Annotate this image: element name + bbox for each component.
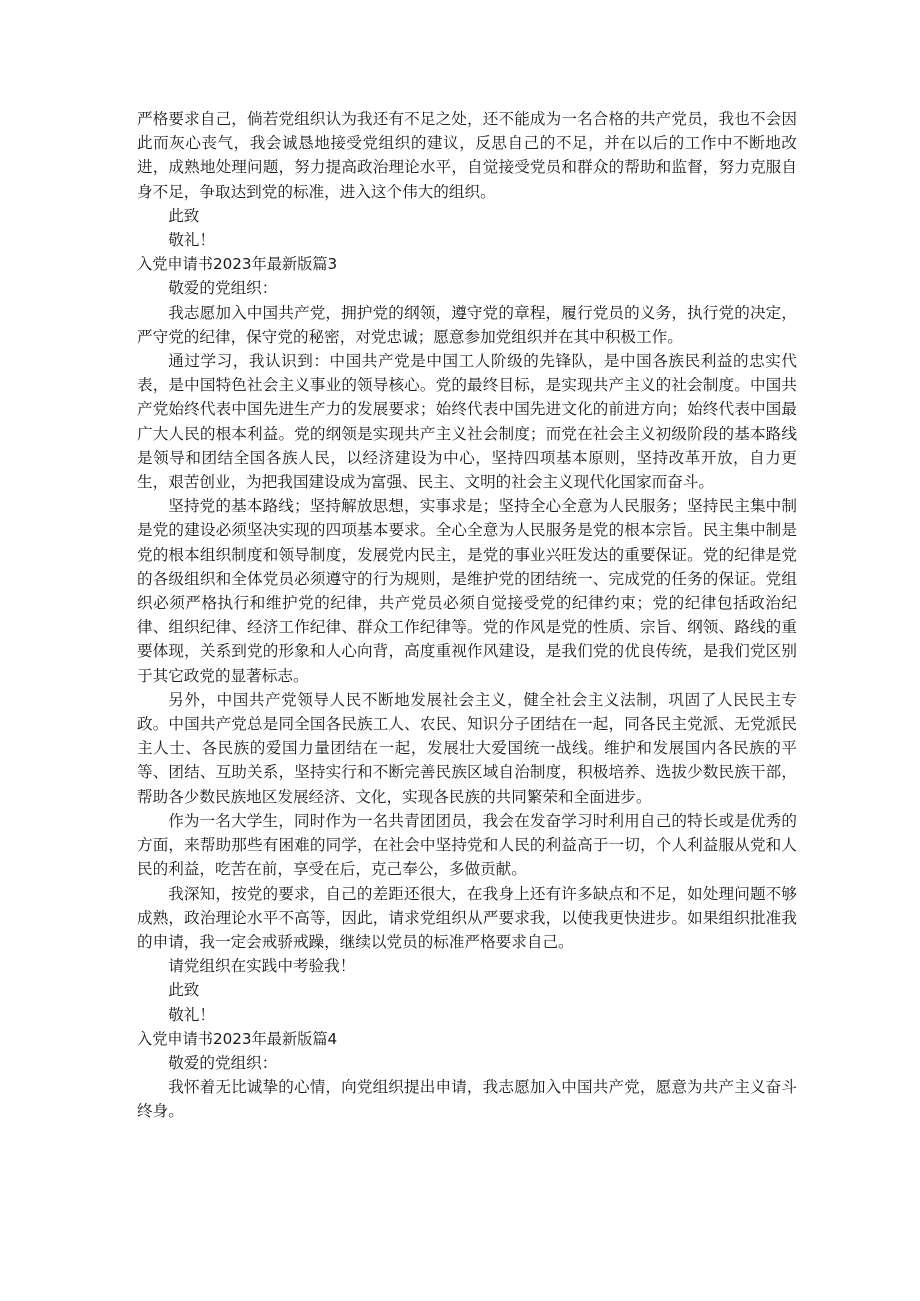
- closing-cizhi: 此致: [168, 206, 200, 225]
- paragraph-understanding: 通过学习，我认识到：中国共产党是中国工人阶级的先锋队，是中国各族民利益的忠实代表，是中国特色社会主义事业的领导核心。党的最终目标，是实现共产主义的社会制度。中国共产党始终代表中国先进生产力的发展要求；始终代表中国先进文化的前进方向；始终代表中国最广大人民的根本利益。党的纲领是实现共产主义社会制度；而党在社会主义初级阶段的基本路线是领导和团结全国各族人民，以经济建设为中心，坚持四项基本原则，坚持改革开放，自力更生，艰苦创业，为把我国建设成为富强、民主、文明的社会主义现代化国家而奋斗。: [137, 352, 797, 492]
- paragraph-student: 作为一名大学生，同时作为一名共青团团员，我会在发奋学习时利用自己的特长或是优秀的方面，来帮助那些有困难的同学，在社会中坚持党和人民的利益高于一切，个人利益服从党和人民的利益，吃苦在前，享受在后，克己奉公，多做贡献。: [137, 811, 797, 879]
- paragraph-basic-line: 坚持党的基本路线；坚持解放思想，实事求是；坚持全心全意为人民服务；坚持民主集中制是党的建设必须坚决实现的四项基本要求。全心全意为人民服务是党的根本宗旨。民主集中制是党的根本组织制度和领导制度，发展党内民主，是党的事业兴旺发达的重要保证。党的纪律是党的各级组织和全体党员必须遵守的行为规则，是维护党的团结统一、完成党的任务的保证。党组织必须严格执行和维护党的纪律，共产党员必须自觉接受党的纪律约束；党的纪律包括政治纪律、组织纪律、经济工作纪律、群众工作纪律等。党的作风是党的性质、宗旨、纲领、路线的重要体现，关系到党的形象和人心向背，高度重视作风建设，是我们党的优良传统，是我们党区别于其它政党的显著标志。: [137, 497, 797, 685]
- salutation-2: 敬爱的党组织：: [168, 1053, 278, 1072]
- closing-jingli-2: 敬礼！: [168, 1005, 215, 1024]
- paragraph-shortcomings: 我深知，按党的要求，自己的差距还很大，在我身上还有许多缺点和不足，如处理问题不够成熟，政治理论水平不高等，因此，请求党组织从严要求我，以使我更快进步。如果组织批准我的申请，我一定会戒骄戒躁，继续以党员的标准严格要求自己。: [137, 884, 797, 951]
- closing-cizhi-2: 此致: [168, 981, 200, 1000]
- paragraph-continuation: 严格要求自己，倘若党组织认为我还有不足之处，还不能成为一名合格的共产党员，我也不会因此而灰心丧气，我会诚恳地接受党组织的建议，反思自己的不足，并在以后的工作中不断地改进，成熟地处理问题，努力提高政治理论水平，自觉接受党员和群众的帮助和监督，努力克服自身不足，争取达到党的标准，进入这个伟大的组织。: [137, 110, 797, 201]
- section-heading-3: 入党申请书2023年最新版篇3: [137, 255, 338, 274]
- paragraph-test-me: 请党组织在实践中考验我！: [168, 957, 356, 976]
- section-heading-4: 入党申请书2023年最新版篇4: [137, 1029, 338, 1048]
- paragraph-application: 我怀着无比诚挚的心情，向党组织提出申请，我志愿加入中国共产党，愿意为共产主义奋斗终身。: [137, 1078, 797, 1121]
- paragraph-socialism: 另外，中国共产党领导人民不断地发展社会主义，健全社会主义法制，巩固了人民民主专政。中国共产党总是同全国各民族工人、农民、知识分子团结在一起，同各民主党派、无党派民主人士、各民族的爱国力量团结在一起，发展壮大爱国统一战线。维护和发展国内各民族的平等、团结、互助关系，坚持实行和不断完善民族区域自治制度，积极培养、选拔少数民族干部，帮助各少数民族地区发展经济、文化，实现各民族的共同繁荣和全面进步。: [137, 690, 797, 806]
- document-page: [137, 107, 797, 1124]
- closing-jingli: 敬礼！: [168, 231, 215, 250]
- paragraph-pledge: 我志愿加入中国共产党，拥护党的纲领，遵守党的章程，履行党员的义务，执行党的决定，严守党的纪律，保守党的秘密，对党忠诚；愿意参加党组织并在其中积极工作。: [137, 303, 797, 346]
- salutation: 敬爱的党组织：: [168, 279, 278, 298]
